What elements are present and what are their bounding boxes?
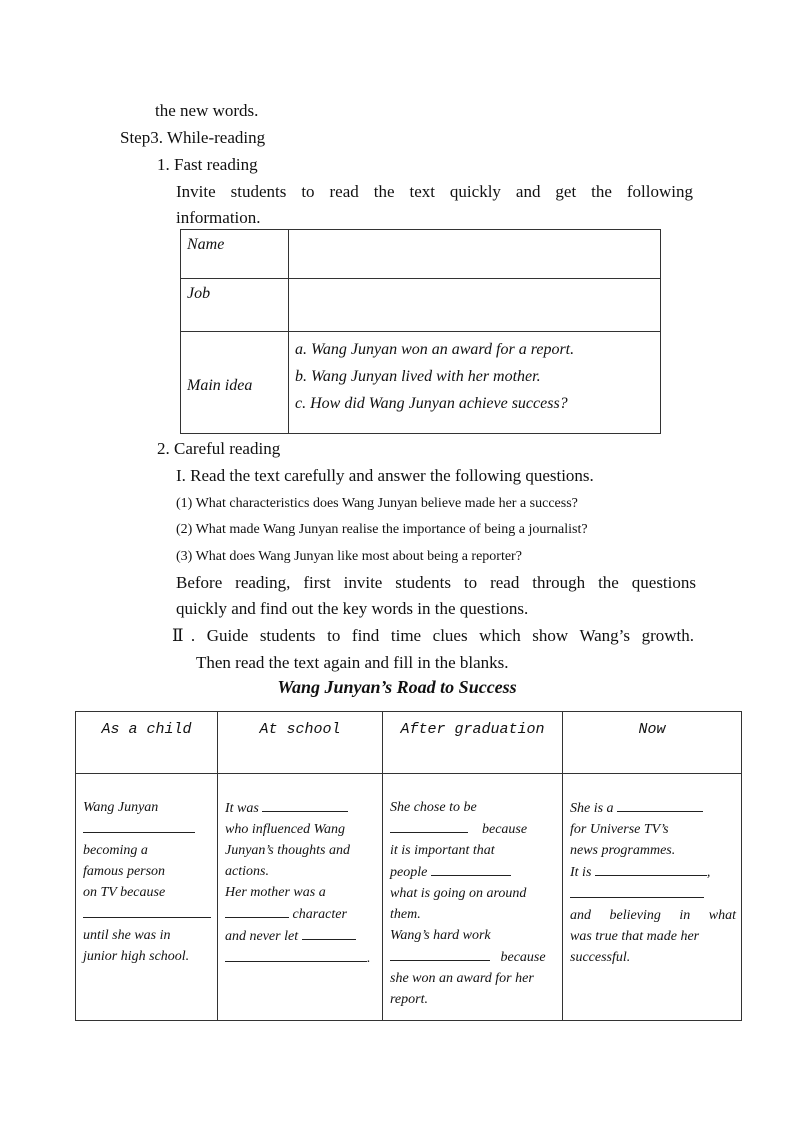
c3-text-1: She chose to be	[390, 800, 477, 815]
c3-text-5: what is going on around	[390, 886, 527, 901]
blank-input[interactable]	[83, 818, 195, 833]
blank-input[interactable]	[225, 903, 289, 918]
part2-instruction: Ⅱ. Guide students to find time clues which show Wang’s growth.	[172, 626, 694, 645]
road-table-title: Wang Junyan’s Road to Success	[277, 677, 517, 697]
c2-text-3: Junyan’s thoughts and	[225, 843, 350, 858]
job-answer-cell	[289, 279, 661, 332]
c4-text-2: for Universe TV’s	[570, 822, 669, 837]
c2-text-6: character	[292, 907, 347, 922]
careful-reading-heading: 2. Careful reading	[157, 439, 281, 458]
invite-instruction-cont: information.	[176, 208, 261, 227]
main-idea-option-c: c. How did Wang Junyan achieve success?	[295, 395, 568, 412]
blank-input[interactable]	[390, 818, 468, 833]
job-label: Job	[181, 279, 289, 332]
c3-text-7: Wang’s hard work	[390, 928, 491, 943]
c1-text-5: until she was in	[83, 928, 171, 943]
step3-heading: Step3. While-reading	[120, 128, 266, 147]
question-1-text: (1) What characteristics does Wang Junyan believe made her a success?	[176, 496, 578, 511]
c2-text-1: It was	[225, 801, 259, 816]
c4-text-4: It is	[570, 865, 592, 880]
c4-text-5: ,	[706, 865, 711, 880]
c3-text-10: report.	[390, 992, 428, 1007]
blank-input[interactable]	[390, 946, 490, 961]
name-label: Name	[181, 230, 289, 279]
main-idea-label: Main idea	[181, 332, 289, 434]
c3-text-6: them.	[390, 907, 421, 922]
c1-text-3: famous person	[83, 864, 166, 879]
cell-as-a-child	[76, 774, 218, 1021]
c2-text-5: Her mother was a	[225, 885, 326, 900]
main-idea-option-b: b. Wang Junyan lived with her mother.	[295, 368, 541, 385]
name-answer-cell	[289, 230, 661, 279]
cell-now	[563, 774, 742, 1021]
c3-text-3: it is important that	[390, 843, 495, 858]
blank-input[interactable]	[225, 947, 367, 962]
c1-text-2: becoming a	[83, 843, 148, 858]
c1-text-1: Wang Junyan	[83, 800, 159, 815]
blank-input[interactable]	[595, 861, 707, 876]
blank-input[interactable]	[617, 797, 703, 812]
blank-input[interactable]	[302, 925, 356, 940]
c1-text-4: on TV because	[83, 885, 166, 900]
header-now: Now	[563, 712, 742, 774]
cell-after-graduation	[383, 774, 563, 1021]
c1-text-6: junior high school.	[83, 949, 190, 964]
c4-text-8: successful.	[570, 950, 631, 965]
c4-text-1: She is a	[570, 801, 614, 816]
c3-text-2: because	[482, 822, 528, 837]
question-2-text: (2) What made Wang Junyan realise the importance of being a journalist?	[176, 522, 588, 537]
fast-reading-table	[180, 229, 661, 434]
before-reading-instruction-cont: quickly and find out the key words in the questions.	[176, 599, 529, 618]
main-idea-option-a: a. Wang Junyan won an award for a report.	[295, 341, 575, 358]
c3-text-9: she won an award for her	[390, 971, 534, 986]
cell-at-school: It was who influenced Wang Junyan’s thoughts and actions. Her mother was a character and never let .	[218, 774, 383, 1021]
invite-instruction: Invite students to read the text quickly and get the following	[176, 182, 693, 201]
fast-reading-heading: 1. Fast reading	[157, 155, 258, 174]
blank-input[interactable]	[570, 883, 704, 898]
question-3	[176, 548, 522, 566]
before-reading-instruction: Before reading, first invite students to read through the questions	[176, 573, 696, 592]
question-3-text: (3) What does Wang Junyan like most about being a reporter?	[176, 549, 522, 564]
main-idea-options	[289, 332, 661, 434]
question-2	[176, 521, 588, 539]
header-at-school: At school	[218, 712, 383, 774]
c2-text-7: and never let	[225, 929, 299, 944]
blank-input[interactable]	[83, 903, 211, 918]
c2-text-4: actions.	[225, 864, 269, 879]
c2-text-2: who influenced Wang	[225, 822, 346, 837]
c3-text-8: because	[500, 950, 546, 965]
question-1	[176, 495, 578, 513]
part1-instruction: I. Read the text carefully and answer the following questions.	[176, 466, 594, 485]
road-to-success-table	[75, 711, 742, 1021]
header-after-graduation: After graduation	[383, 712, 563, 774]
part2-instruction-cont: Then read the text again and fill in the blanks.	[196, 653, 509, 672]
previous-text-line: the new words.	[155, 101, 259, 120]
main-idea-options-list	[289, 332, 660, 417]
c4-text-6: and believing in what	[570, 908, 736, 923]
header-as-a-child: As a child	[76, 712, 218, 774]
c4-text-7: was true that made her	[570, 929, 700, 944]
c4-text-3: news programmes.	[570, 843, 676, 858]
blank-input[interactable]	[262, 797, 348, 812]
c3-text-4: people	[390, 865, 428, 880]
blank-input[interactable]	[431, 861, 511, 876]
